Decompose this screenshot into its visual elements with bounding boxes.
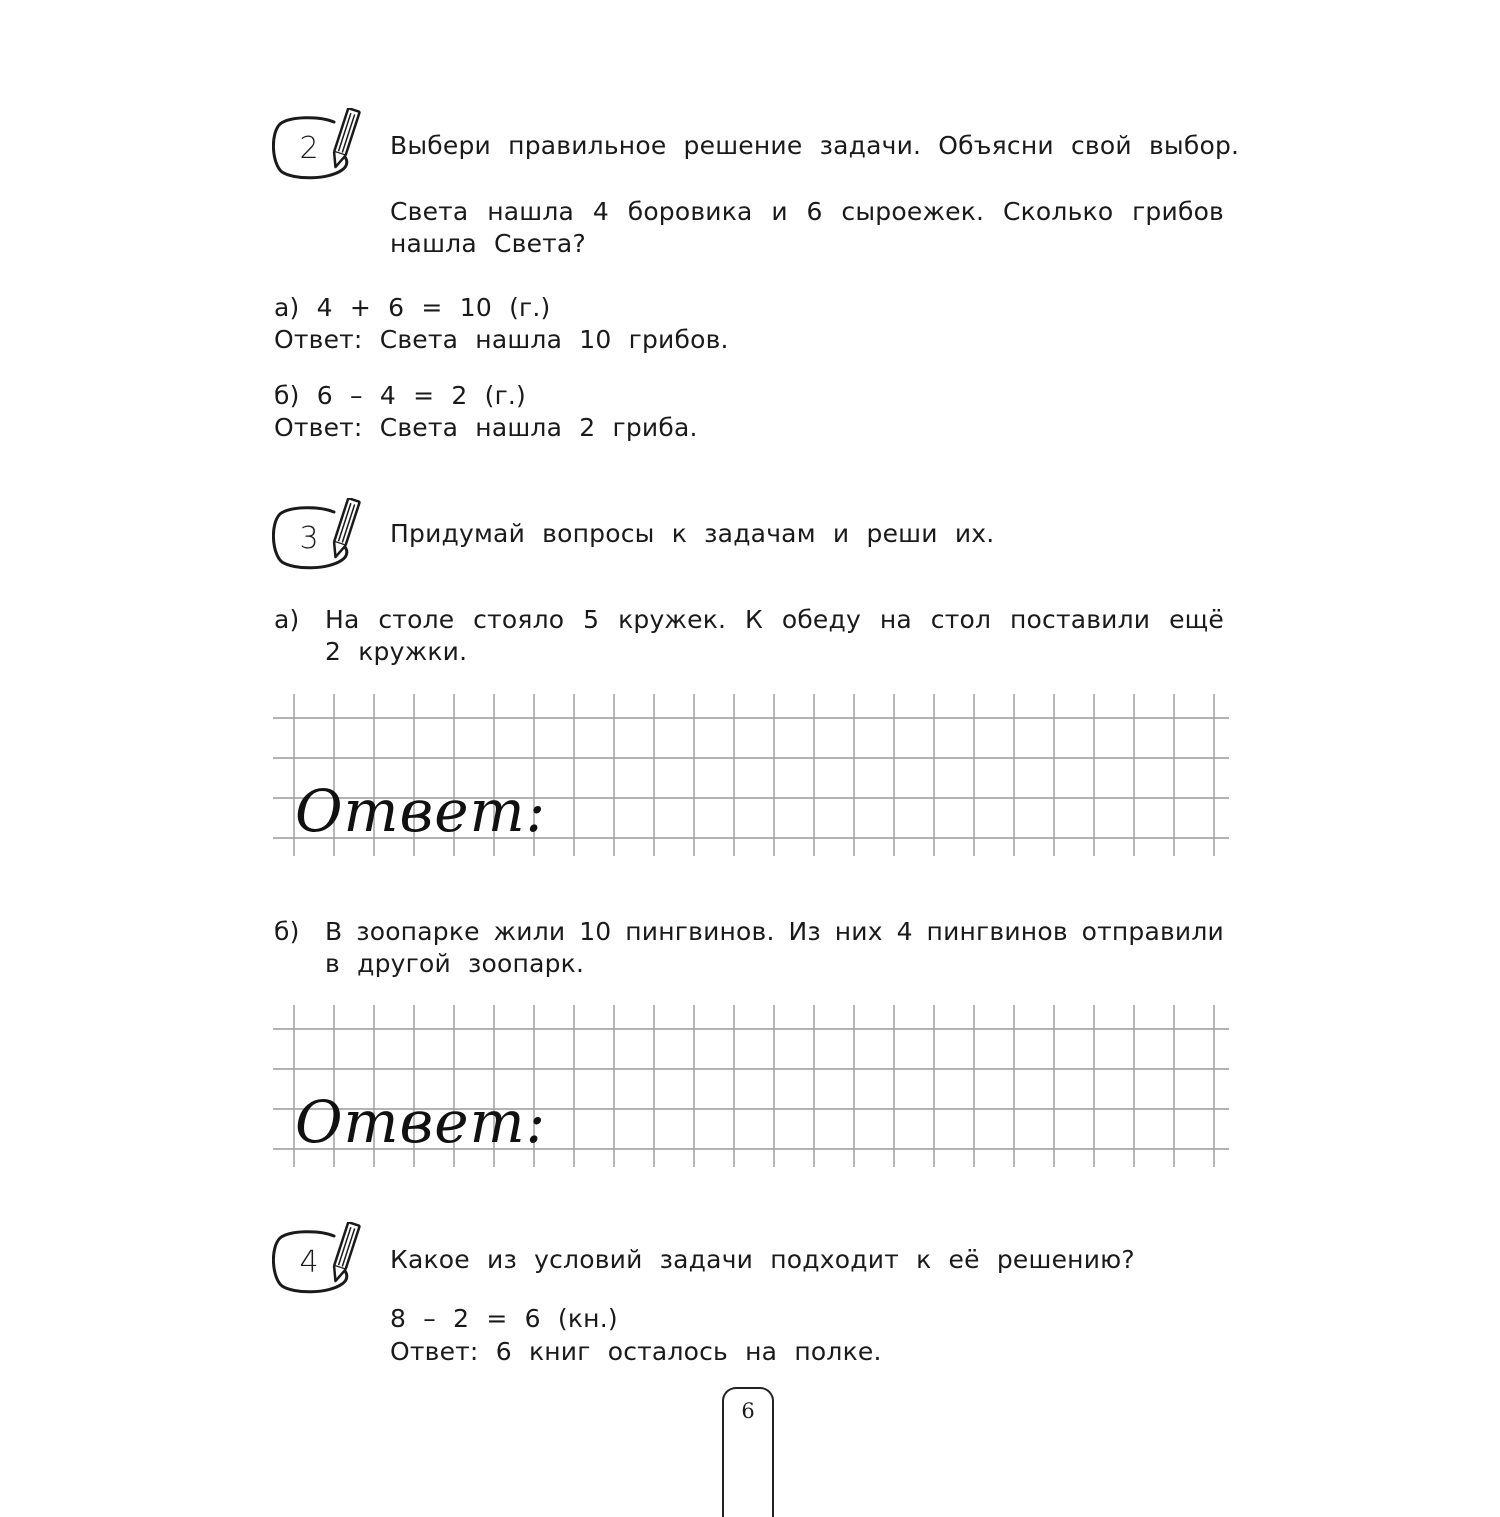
task-2-problem-line-1: Света нашла 4 боровика и 6 сыроежек. Сколько грибов: [390, 197, 1224, 226]
task-3-b-marker: б): [274, 917, 300, 946]
answer-label-a: Ответ:: [295, 777, 547, 845]
task-3-a-line-2: 2 кружки.: [325, 637, 468, 666]
task-2-option-b-solution: б) 6 – 4 = 2 (г.): [274, 381, 527, 410]
task-4-number: 4: [299, 1244, 319, 1280]
task-4-solution: 8 – 2 = 6 (кн.): [390, 1304, 618, 1333]
task-3-instruction: Придумай вопросы к задачам и реши их.: [390, 519, 995, 548]
task-4-instruction: Какое из условий задачи подходит к её решению?: [390, 1245, 1135, 1274]
task-2-instruction: Выбери правильное решение задачи. Объясни свой выбор.: [390, 131, 1240, 160]
task-2-option-b-answer: Ответ: Света нашла 2 гриба.: [274, 413, 698, 442]
task-4-answer: Ответ: 6 книг осталось на полке.: [390, 1337, 882, 1366]
task-3-a-marker: а): [274, 605, 300, 634]
answer-grid-a[interactable]: [273, 694, 1229, 856]
task-3-b-line-1: В зоопарке жили 10 пингвинов. Из них 4 пингвинов отправили: [325, 917, 1224, 946]
task-2-number-badge: [272, 108, 372, 188]
task-2-option-a-answer: Ответ: Света нашла 10 грибов.: [274, 325, 729, 354]
task-3-number-badge: [272, 498, 372, 578]
task-2-number: 2: [299, 130, 319, 166]
task-4-number-badge: [272, 1222, 372, 1302]
task-3-a-line-1: На столе стояло 5 кружек. К обеду на стол поставили ещё: [325, 605, 1224, 634]
task-3-b-line-2: в другой зоопарк.: [325, 949, 585, 978]
answer-grid-b[interactable]: [273, 1005, 1229, 1167]
page-number: 6: [741, 1399, 755, 1423]
page-number-tab: [722, 1387, 774, 1517]
task-2-option-a-solution: а) 4 + 6 = 10 (г.): [274, 293, 551, 322]
answer-label-b: Ответ:: [295, 1088, 547, 1156]
task-2-problem-line-2: нашла Света?: [390, 229, 586, 258]
task-3-number: 3: [299, 520, 319, 556]
